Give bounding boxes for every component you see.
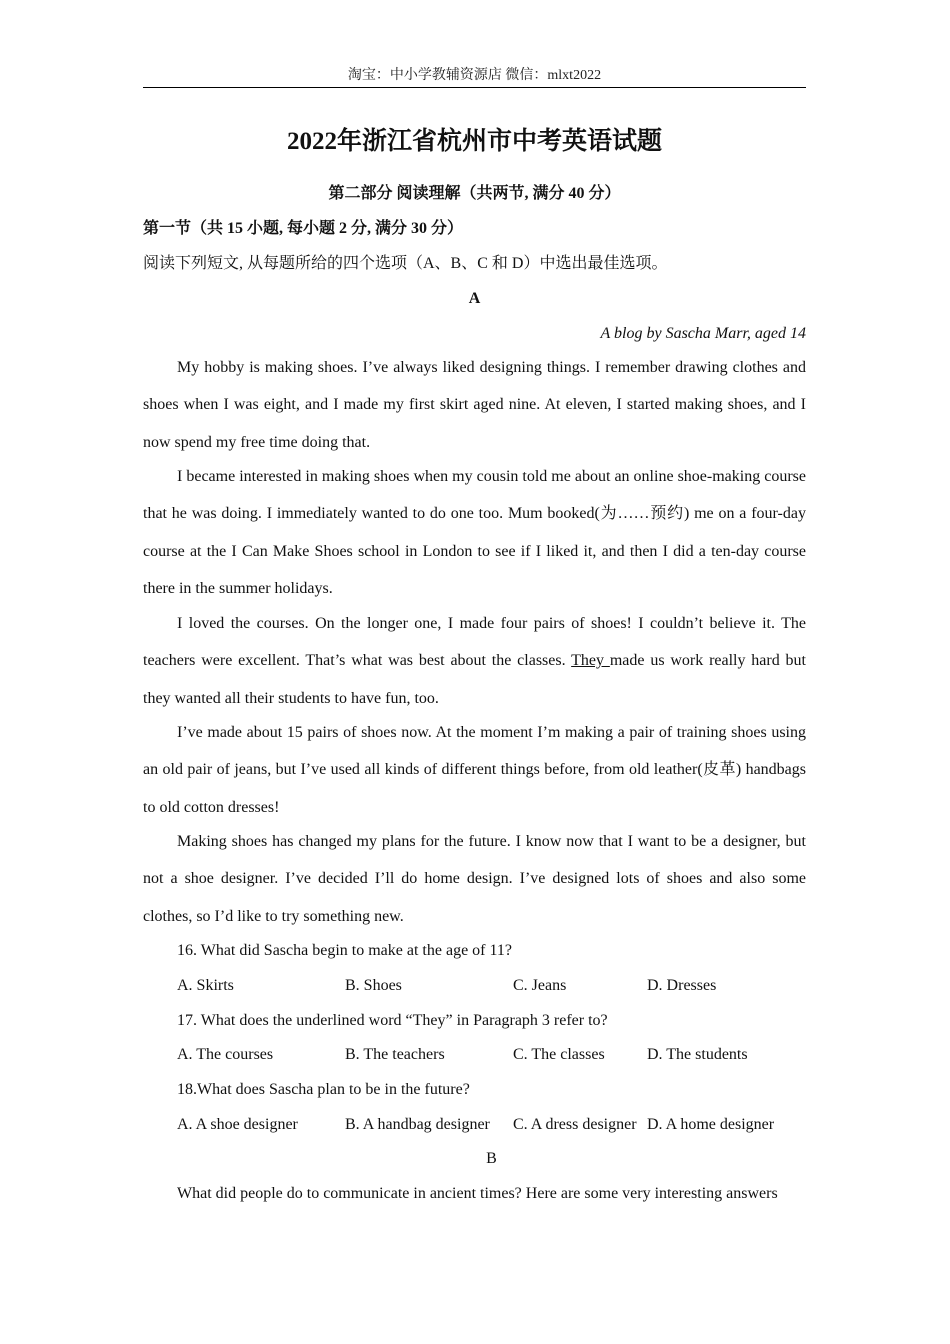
question-16-options [177, 974, 806, 998]
option-a: A. The courses [177, 1046, 274, 1063]
exam-title: 2022年浙江省杭州市中考英语试题 [286, 128, 662, 155]
paragraph-3-text-before: I loved the courses. On the longer one, I made four pairs of shoes! I couldn’t believe it. The teachers were excellent. That’s what was best about the classes. [143, 615, 806, 670]
option-b: B. A handbag designer [345, 1116, 490, 1133]
header-rule [143, 87, 806, 88]
paragraph-3-text-after: made us work really hard but they wanted all their students to have fun, too. [143, 652, 806, 707]
option-d: D. Dresses [647, 977, 717, 994]
passage-a-paragraph-2: I became interested in making shoes when my cousin told me about an online shoe-making course that he was doing. I immediately wanted to do one too. Mum booked(为……预约) me on a four-day course at the I Can Make Shoes school in London to see if I liked it, and then I did a ten-day course there in the summer holidays. [143, 468, 806, 597]
instructions: 阅读下列短文, 从每题所给的四个选项（A、B、C 和 D）中选出最佳选项。 [143, 255, 668, 272]
option-c: C. A dress designer [513, 1116, 637, 1133]
option-d: D. The students [647, 1046, 748, 1063]
question-17-stem: 17. What does the underlined word “They” in Paragraph 3 refer to? [177, 1012, 608, 1029]
passage-a-paragraph-4: I’ve made about 15 pairs of shoes now. At the moment I’m making a pair of training shoes using an old pair of jeans, but I’ve used all kinds of different things before, from old leather(皮革) handbags to old cotton dresses! [143, 724, 806, 816]
passage-b-letter: B [486, 1150, 497, 1167]
passage-a-paragraph-5: Making shoes has changed my plans for the future. I know now that I want to be a designer, but not a shoe designer. I’ve decided I’ll do home design. I’ve designed lots of shoes and also some clothes, so I’d like to try something new. [143, 833, 806, 925]
question-17-options [177, 1043, 806, 1067]
option-b: B. Shoes [345, 977, 402, 994]
option-d: D. A home designer [647, 1116, 775, 1133]
option-c: C. Jeans [513, 977, 567, 994]
option-b: B. The teachers [345, 1046, 445, 1063]
option-c: C. The classes [513, 1046, 605, 1063]
passage-a-paragraph-1: My hobby is making shoes. I’ve always liked designing things. I remember drawing clothes and shoes when I was eight, and I made my first skirt aged nine. At eleven, I started making shoes, and I now spend my free time doing that. [143, 359, 806, 451]
question-18-stem: 18.What does Sascha plan to be in the future? [177, 1081, 470, 1098]
underlined-word-they: They [571, 652, 610, 670]
passage-a-byline: A blog by Sascha Marr, aged 14 [600, 325, 806, 342]
passage-a-letter: A [468, 290, 481, 307]
question-18-options [177, 1113, 806, 1137]
passage-b-paragraph-1: What did people do to communicate in ancient times? Here are some very interesting answers [177, 1185, 778, 1202]
section-heading: 第一节（共 15 小题, 每小题 2 分, 满分 30 分） [143, 220, 464, 237]
question-16-stem: 16. What did Sascha begin to make at the age of 11? [177, 942, 513, 959]
page-header: 淘宝：中小学教辅资源店 微信：mlxt2022 [347, 68, 602, 83]
option-a: A. A shoe designer [177, 1116, 298, 1133]
option-a: A. Skirts [177, 977, 234, 994]
passage-a-paragraph-3 [143, 605, 806, 717]
part-heading: 第二部分 阅读理解（共两节, 满分 40 分） [328, 185, 621, 202]
